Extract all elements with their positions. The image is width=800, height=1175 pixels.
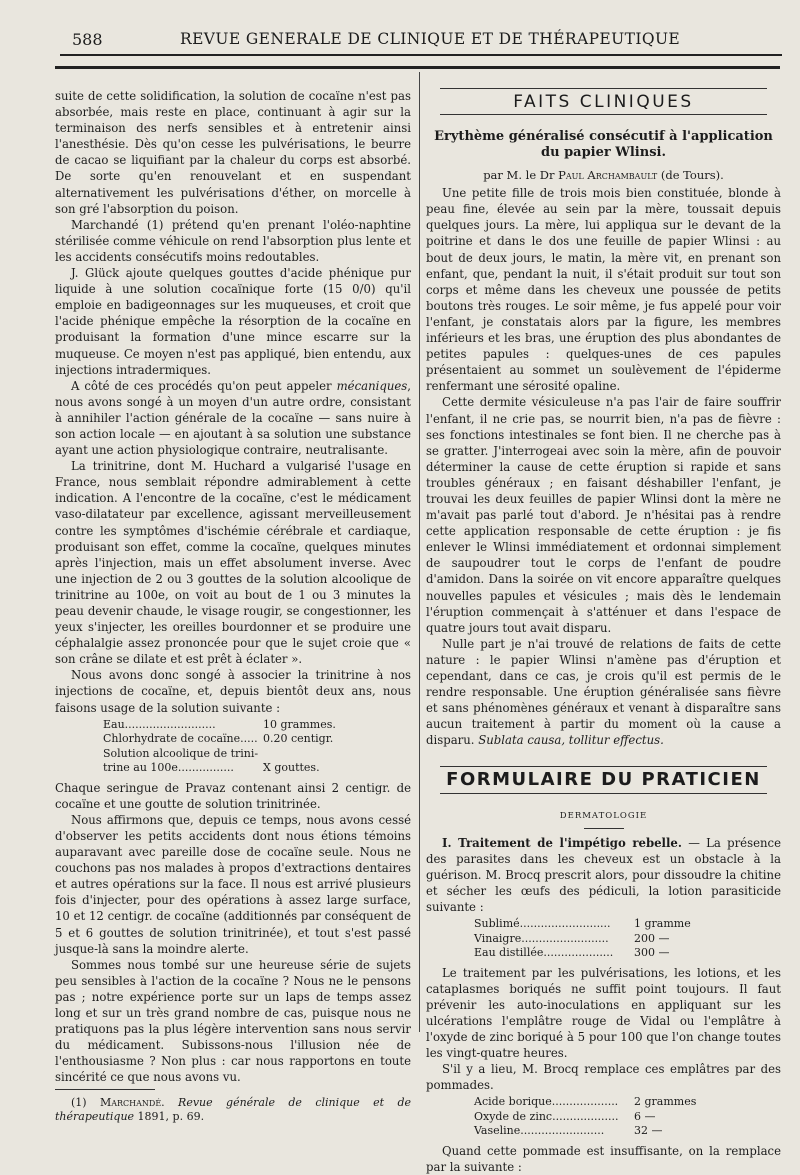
running-title: REVUE GENERALE DE CLINIQUE ET DE THÉRAPEUTIQUE	[180, 30, 681, 48]
recipe-row	[474, 1095, 781, 1110]
footnote: (1) Marchandé. Revue générale de clinique et de thérapeutique 1891, p. 69.	[55, 1096, 411, 1124]
recipe-row	[474, 917, 781, 932]
quantity: 200 —	[634, 931, 670, 945]
paragraph: La trinitrine, dont M. Huchard a vulgarisé l'usage en France, nous semblait répondre admirablement à cette indication. A l'encontre de la cocaïne, c'est le médicament vaso-dilatateur par excellence, agissant merveilleusement contre les symptômes d'ischémie cérébrale et cardiaque, produisant son effet, comme la cocaïne, quelques minutes après l'injection, mais un effet absolument inverse. Avec une injection de 2 ou 3 gouttes de la solution alcoolique de trinitrine au 100e, on voit au bout de 1 ou 3 minutes la peau devenir chaude, le visage rougir, se congestionner, les yeux s'injecter, les oreilles bourdonner et se produire une céphalalgie assez prononcée pour que le sujet croie que « son crâne se dilate et est prêt à éclater ».	[55, 459, 411, 667]
quantity: 2 grammes	[634, 1095, 697, 1109]
left-column	[55, 88, 411, 1124]
ingredient: Vaseline........................	[474, 1124, 605, 1138]
ingredient: trine au 100e................	[103, 761, 234, 775]
paragraph: Cette dermite vésiculeuse n'a pas l'air de faire souffrir l'enfant, il ne crie pas, se nourrit bien, n'a pas de fièvre : ses fonctions intestinales se font bien. Il ne cherche pas à se gratter. J'interrogeai avec soin la mère, afin de pouvoir déterminer la cause de cette éruption si rapide et sans troubles généraux ; en faisant déshabiller l'enfant, je trouvai les deux feuilles de papier Wlinsi dont la mère ne m'avait pas parlé tout d'abord. Je n'hésitai pas à rendre cette application responsable de cette éruption : je fis enlever le Wlinsi immédiatement et ordonnai simplement de saupoudrer tout le corps de l'enfant de poudre d'amidon. Dans la soirée on vit encore apparaître quelques nouvelles papules et vésicules ; mais dès le lendemain l'éruption commençait à s'atténuer et dans l'espace de quatre jours tout avait disparu.	[426, 395, 781, 635]
paragraph: Une petite fille de trois mois bien constituée, blonde à peau fine, élevée au sein par la mère, toussait depuis quelques jours. La mère, lui appliqua sur le devant de la poitrine et dans le dos une feuille de papier Wlinsi : au bout de deux jours, le matin, la mère vit, en prenant son enfant, que, pendant la nuit, il s'était produit sur tout son corps et même dans les cheveux une poussée de petits boutons très rouges. Le soir même, je fus appelé pour voir l'enfant, je constatais alors par la figure, les membres inférieurs et les bras, une éruption des plus abondantes de petites papules : quelques-unes de ces papules présentaient au sommet un soulèvement de l'épiderme renfermant une sérosité opaline.	[426, 186, 781, 394]
paragraph: Le traitement par les pulvérisations, les lotions, et les cataplasmes boriqués ne suffit point toujours. Il faut prévenir les auto-inoculations en appliquant sur les ulcérations l'emplâtre rouge de Vidal ou l'emplâtre à l'oxyde de zinc boriqué à 5 pour 100 que l'on change toutes les vingt-quatre heures.	[426, 965, 781, 1061]
paragraph: Chaque seringue de Pravaz contenant ainsi 2 centigr. de cocaïne et une goutte de solution trinitrinée.	[55, 780, 411, 811]
page-header	[60, 24, 782, 56]
paragraph: Nous avons donc songé à associer la trinitrine à nos injections de cocaïne, et, depuis bientôt deux ans, nous faisons usage de la solution suivante :	[55, 668, 411, 715]
subsection-title: DERMATOLOGIE	[559, 810, 648, 821]
paragraph: Marchandé (1) prétend qu'en prenant l'oléo-naphtine stérilisée comme véhicule on rend l'absorption plus lente et les accidents consécutifs moins redoutables.	[55, 217, 411, 264]
paragraph	[55, 378, 411, 458]
ingredient: Eau..........................	[103, 717, 216, 731]
quantity: 300 —	[634, 946, 670, 960]
recipe-row	[103, 761, 411, 776]
recipe-row	[474, 946, 781, 961]
ingredient: Eau distillée....................	[474, 946, 614, 960]
section-header	[440, 88, 767, 115]
footnote-journal: Revue générale de clinique et de thérapeutique	[55, 1096, 411, 1124]
quantity: 6 —	[634, 1109, 656, 1123]
recipe-row	[474, 1124, 781, 1139]
footnote-ref: 1891, p. 69.	[137, 1110, 205, 1124]
recipe-table	[474, 917, 781, 961]
text-run: Nulle part je n'ai trouvé de relations de faits de cette nature : le papier Wlinsi n'amène pas d'éruption et cependant, dans ce cas, je crois qu'il est permis de le rendre responsable. Une éruption généralisée sans fièvre et sans phénomènes généraux et venant à disparaître sans aucun traitement à partir du moment où la cause a disparu.	[426, 636, 781, 748]
paragraph: J. Glück ajoute quelques gouttes d'acide phénique pur liquide à une solution cocaïnique forte (15 0/0) qu'il emploie en badigeonnages sur les muqueuses, et croit que l'acide phénique empêche la résorption de la cocaïne en produisant la formation d'une mince escarre sur la muqueuse. Ce moyen n'est pas appliqué, bien entendu, aux injections intradermiques.	[55, 266, 411, 377]
section-header	[440, 766, 767, 793]
byline	[426, 167, 781, 183]
author-name: Paul Archambault	[558, 168, 658, 183]
section-title: FAITS CLINIQUES	[513, 92, 694, 112]
footnote-rule	[55, 1089, 155, 1090]
page-number: 588	[72, 30, 103, 49]
ingredient: Oxyde de zinc...................	[474, 1109, 619, 1123]
byline-prefix: par M. le Dr	[483, 168, 559, 183]
footnote-author: Marchandé	[99, 1096, 162, 1110]
quantity: 0.20 centigr.	[263, 732, 334, 746]
recipe-row	[474, 932, 781, 947]
ingredient: Chlorhydrate de cocaïne.....	[103, 732, 258, 746]
section-title: FORMULAIRE DU PRATICIEN	[446, 769, 761, 791]
recipe-row	[103, 747, 411, 762]
recipe-table	[103, 718, 411, 776]
subsection-rule	[584, 828, 624, 829]
recipe-row	[103, 718, 411, 733]
quantity	[263, 747, 373, 762]
quantity: 32 —	[634, 1124, 663, 1138]
spacer	[426, 748, 781, 766]
ingredient: Solution alcoolique de trini-	[103, 746, 259, 760]
recipe-row	[103, 732, 411, 747]
paragraph	[426, 835, 781, 915]
text-run: A côté de ces procédés qu'on peut appeler	[71, 378, 337, 393]
recipe-table	[474, 1095, 781, 1139]
entry-heading: I. Traitement de l'impétigo rebelle.	[442, 835, 682, 850]
italic-quote: Sublata causa, tollitur effectus.	[478, 733, 664, 748]
paragraph: S'il y a lieu, M. Brocq remplace ces emplâtres par des pommades.	[426, 1062, 781, 1093]
paragraph: Quand cette pommade est insuffisante, on la remplace par la suivante :	[426, 1143, 781, 1174]
paragraph	[426, 636, 781, 749]
right-column	[426, 88, 781, 1175]
header-rule	[55, 66, 780, 69]
recipe-row	[474, 1110, 781, 1125]
column-divider	[419, 72, 420, 1032]
quantity: 10 grammes.	[263, 717, 336, 731]
ingredient: Acide borique...................	[474, 1095, 619, 1109]
italic-term: mécaniques	[336, 378, 408, 393]
ingredient: Sublimé..........................	[474, 917, 611, 931]
paragraph: suite de cette solidification, la solution de cocaïne n'est pas absorbée, mais reste en place, continuant à agir sur la terminaison des nerfs sensibles et à entretenir ainsi l'anesthésie. Dès qu'on cesse les pulvérisations, le beurre de cacao se liquifiant par la chaleur du corps est absorbé. De sorte qu'en renouvelant et en suspendant alternativement les pulvérisations d'éther, on morcelle à son gré l'absorption du poison.	[55, 89, 411, 216]
quantity: X gouttes.	[263, 761, 320, 775]
text-run: , nous avons songé à un moyen d'un autre ordre, consistant à annihiler l'action générale de la cocaïne — sans nuire à son action locale — en ajoutant à sa solution une substance ayant une action physiologique contraire, neutralisante.	[55, 378, 411, 458]
byline-suffix: (de Tours).	[657, 168, 724, 183]
paragraph: Sommes nous tombé sur une heureuse série de sujets peu sensibles à l'action de la cocaïne ? Nous ne le pensons pas ; notre expérience porte sur un laps de temps assez long et sur un très grand nombre de cas, puisque nous ne pratiquons pas la plus légère intervention sans nous servir du médicament. Subissons-nous l'illusion née de l'enthousiasme ? Non plus : car nous rapportons en toute sincérité ce que nous avons vu.	[55, 957, 411, 1085]
text-run: — La présence des parasites dans les cheveux est un obstacle à la guérison. M. Brocq prescrit alors, pour dissoudre la chitine et sécher les œufs des pédiculi, la lotion parasiticide suivante :	[426, 835, 781, 915]
footnote-number: (1)	[71, 1096, 100, 1110]
quantity: 1 gramme	[634, 917, 691, 931]
article-title: Erythème généralisé consécutif à l'application du papier Wlinsi.	[434, 129, 773, 161]
ingredient: Vinaigre.........................	[474, 931, 609, 945]
paragraph: Nous affirmons que, depuis ce temps, nous avons cessé d'observer les petits accidents dont nous étions témoins auparavant avec pareille dose de cocaïne seule. Nous ne couchons pas nos malades à propos d'extractions dentaires et autres opérations sur la face. Il nous est arrivé plusieurs fois d'injecter, pour des opérations à assez large surface, 10 et 12 centigr. de cocaïne (additionnés par conséquent de 5 et 6 gouttes de solution trinitrinée), et tout s'est passé jusque-là sans la moindre alerte.	[55, 812, 411, 956]
